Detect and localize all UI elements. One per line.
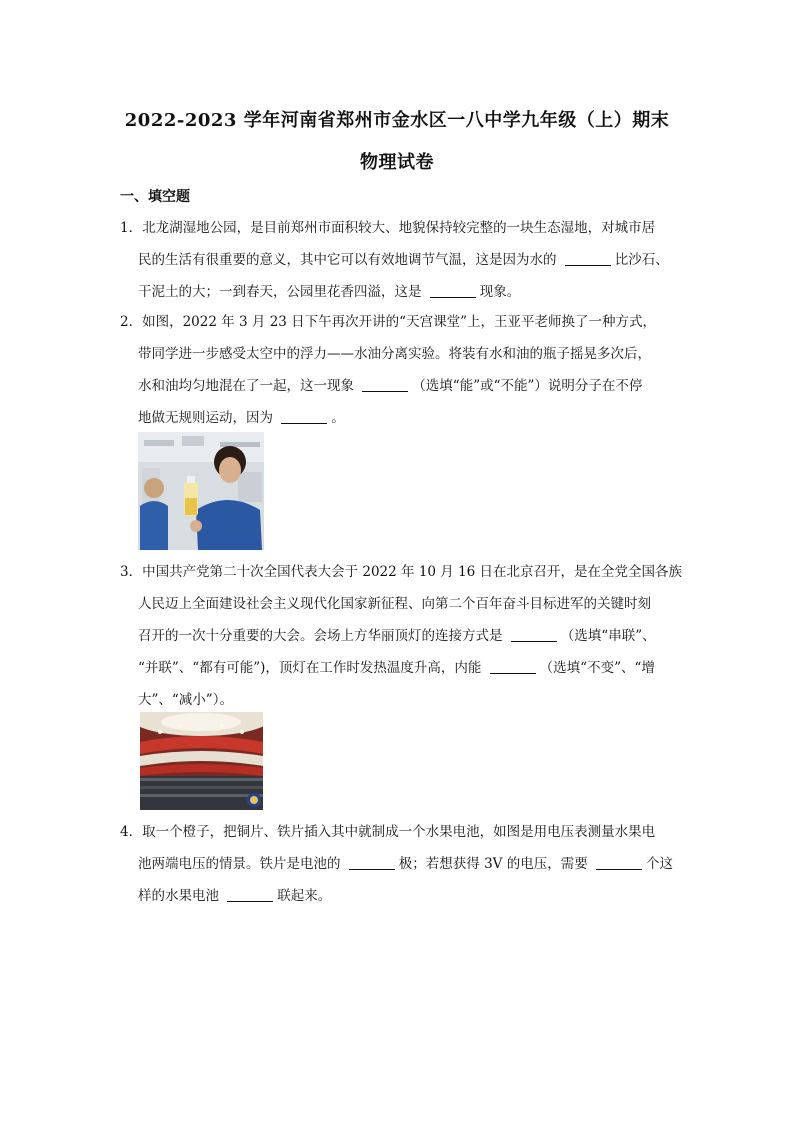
question-text: “并联”、“都有可能”)，顶灯在工作时发热温度升高，内能	[138, 660, 486, 676]
answer-blank[interactable]	[362, 377, 408, 392]
space-station-photo	[138, 432, 264, 550]
question-text: 1．北龙湖湿地公园，是目前郑州市面积较大、地貌保持较完整的一块生态湿地，对城市居	[120, 220, 656, 236]
question-text: 。	[331, 410, 345, 426]
question-text: （选填“能”或“不能”）说明分子在不停	[412, 378, 643, 394]
answer-blank[interactable]	[349, 855, 395, 870]
question-text: 人民迈上全面建设社会主义现代化国家新征程、向第二个百年奋斗目标进军的关键时刻	[138, 596, 651, 612]
answer-blank[interactable]	[511, 627, 557, 642]
answer-blank[interactable]	[565, 251, 611, 266]
question-line	[120, 652, 676, 684]
question-3	[120, 556, 683, 716]
question-line	[120, 276, 676, 308]
question-4	[120, 816, 676, 912]
question-1	[120, 212, 676, 308]
question-text: （选填“串联”、	[560, 628, 656, 644]
section-heading: 一、填空题	[120, 189, 190, 205]
exam-title-line2: 物理试卷	[360, 152, 434, 173]
question-text: 个这	[646, 856, 674, 872]
question-text: 池两端电压的情景。铁片是电池的	[138, 856, 345, 872]
question-text: 地做无规则运动，因为	[138, 410, 278, 426]
question-text: 极；若想获得 3V 的电压，需要	[398, 856, 593, 872]
question-text: 现象。	[479, 284, 521, 300]
question-text: 比沙石、	[614, 252, 669, 268]
question-line	[120, 212, 676, 244]
question-text: 民的生活有很重要的意义，其中它可以有效地调节气温，这是因为水的	[138, 252, 561, 268]
question-text: 3．中国共产党第二十次全国代表大会于 2022 年 10 月 16 日在北京召开，是在全党全国各族	[120, 564, 683, 580]
question-text: 大”、“减小”）。	[138, 692, 233, 708]
question-text: （选填“不变”、“增	[539, 660, 655, 676]
question-2	[120, 306, 676, 434]
question-line	[120, 338, 676, 370]
question-line	[120, 588, 676, 620]
question-text: 2．如图，2022 年 3 月 23 日下午再次开讲的“天宫课堂”上，王亚平老师换了一种方式，	[120, 314, 656, 330]
question-text: 水和油均匀地混在了一起，这一现象	[138, 378, 359, 394]
answer-blank[interactable]	[430, 283, 476, 298]
question-line	[120, 620, 676, 652]
great-hall-photo	[140, 712, 263, 810]
question-line	[120, 848, 676, 880]
question-line	[120, 370, 676, 402]
question-text: 4．取一个橙子，把铜片、铁片插入其中就制成一个水果电池，如图是用电压表测量水果电	[120, 824, 656, 840]
answer-blank[interactable]	[490, 659, 536, 674]
question-line	[120, 402, 676, 434]
question-text: 样的水果电池	[138, 888, 224, 904]
question-text: 召开的一次十分重要的大会。会场上方华丽顶灯的连接方式是	[138, 628, 507, 644]
question-line	[120, 816, 676, 848]
question-line	[120, 306, 676, 338]
answer-blank[interactable]	[227, 887, 273, 902]
answer-blank[interactable]	[596, 855, 642, 870]
exam-title-line1: 2022-2023 学年河南省郑州市金水区一八中学九年级（上）期末	[124, 110, 670, 131]
question-text: 带同学进一步感受太空中的浮力——水油分离实验。将装有水和油的瓶子摇晃多次后，	[138, 346, 651, 362]
question-text: 联起来。	[277, 888, 332, 904]
question-line	[120, 244, 676, 276]
answer-blank[interactable]	[281, 409, 327, 424]
question-line	[120, 880, 676, 912]
question-text: 干泥土的大；一到春天，公园里花香四溢，这是	[138, 284, 426, 300]
question-line	[120, 556, 683, 588]
